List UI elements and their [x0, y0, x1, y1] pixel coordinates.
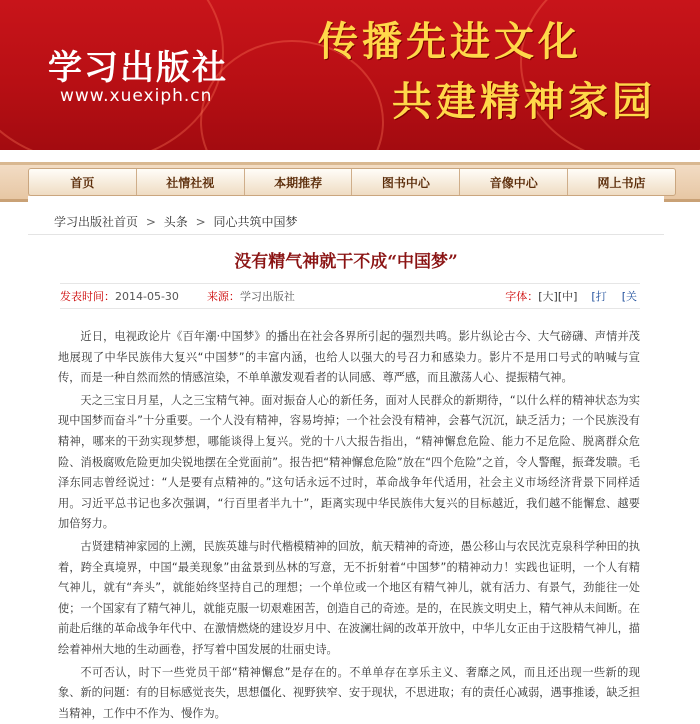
- breadcrumb-separator: >: [196, 215, 206, 229]
- article-container: [28, 196, 664, 654]
- publisher-logo[interactable]: 学习出版社: [48, 40, 228, 89]
- nav-item-home[interactable]: 首页: [29, 169, 137, 195]
- article-source: 学习出版社: [240, 288, 295, 304]
- font-medium-button[interactable]: [中]: [558, 288, 578, 304]
- nav-item-audio-video[interactable]: 音像中心: [460, 169, 568, 195]
- article-tools: [505, 288, 640, 304]
- article-body: [28, 327, 664, 724]
- source-label: 来源：: [207, 288, 240, 304]
- article-paragraph: 天之三宝日月星，人之三宝精气神。面对振奋人心的新任务，面对人民群众的新期待，“以什么样的精神状态为实现中国梦而奋斗”十分重要。一个人没有精神，容易垮掉；一个社会没有精神，会暮气沉沉，缺乏活力；一个民族没有精神，哪来的干劲实现梦想，哪能谈得上复兴。党的十八大报告指出，“精神懈怠危险、能力不足危险、脱离群众危险、消极腐败危险更加尖锐地摆在全党面前”。报告把“精神懈怠危险”放在“四个危险”之首，令人警醒，振聋发聩。毛泽东同志曾经说过：“人是要有点精神的。”这句话永远不过时，革命战争年代适用，社会主义市场经济背景下同样适用。习近平总书记也多次强调，“行百里者半九十”，距离实现中华民族伟大复兴的目标越近，我们越不能懈怠、越要加倍努力。: [58, 391, 640, 535]
- close-label: 关: [626, 290, 637, 303]
- slogan-line-2: 共建精神家园: [392, 70, 656, 127]
- article-paragraph: 不可否认，时下一些党员干部“精神懈怠”是存在的。不单单存在享乐主义、奢靡之风，而且还出现一些新的现象、新的问题：有的目标感觉丧失，思想僵化、视野狭窄、安于现状，不思进取；有的责任心减弱，遇事推诿，缺乏担当精神，工作中不作为、慢作为。: [58, 663, 640, 724]
- article-title: 没有精气神就干不成“中国梦”: [28, 247, 664, 273]
- breadcrumb-level2-link[interactable]: 同心共筑中国梦: [213, 215, 297, 229]
- main-nav: [28, 168, 676, 196]
- article-paragraph: 古贤建精神家园的上溯，民族英雄与时代楷模精神的回放，航天精神的奇迹，愚公移山与农民沈克泉科学种田的执着，跨全真境界，中国“最美现象”由盆景到丛林的写意，无不折射着“中国梦”的精神动力！实践也证明，一个人有精气神儿，就有“奔头”，就能始终坚持自己的理想；一个单位或一个地区有精气神儿，就有活力、有景气，劲能往一处使；一个国家有了精气神儿，就能克服一切艰难困苦，创造自己的奇迹。是的，在民族文明史上，精气神从未间断。在前赴后继的革命战争年代中、在激情燃烧的建设岁月中、在波澜壮阔的改革开放中，中华儿女正由于这股精气神儿，描绘着神州大地的生动画卷，抒写着中国发展的壮丽史诗。: [58, 537, 640, 661]
- print-link[interactable]: [打: [591, 288, 606, 304]
- print-label: 打: [596, 290, 607, 303]
- font-size-label: 字体：: [505, 288, 538, 304]
- slogan-line-1: 传播先进文化: [318, 10, 582, 67]
- article-meta: [60, 283, 640, 309]
- close-link[interactable]: [关: [622, 288, 637, 304]
- breadcrumb-separator: >: [146, 215, 156, 229]
- nav-item-books[interactable]: 图书中心: [352, 169, 460, 195]
- date-label: 发表时间：: [60, 288, 115, 304]
- nav-item-news[interactable]: 社情社视: [137, 169, 245, 195]
- site-url: www.xuexiph.cn: [60, 86, 212, 106]
- breadcrumb-home-link[interactable]: 学习出版社首页: [54, 215, 138, 229]
- banner-spacer: [0, 150, 700, 162]
- breadcrumb: [28, 210, 664, 235]
- breadcrumb-level1-link[interactable]: 头条: [164, 215, 188, 229]
- nav-item-featured[interactable]: 本期推荐: [245, 169, 353, 195]
- publish-date: 2014-05-30: [115, 290, 179, 303]
- site-banner: [0, 0, 700, 150]
- article-paragraph: 近日，电视政论片《百年潮·中国梦》的播出在社会各界所引起的强烈共鸣。影片纵论古今、大气磅礴、声情并茂地展现了中华民族伟大复兴“中国梦”的丰富内涵，也给人以强大的号召力和感染力。影片不是用口号式的呐喊与宣传，而是一种自然而然的情感渲染，不单单激发观看者的认同感、尊严感，而且激荡人心、提振精气神。: [58, 327, 640, 389]
- font-large-button[interactable]: [大]: [538, 288, 558, 304]
- nav-item-online-store[interactable]: 网上书店: [568, 169, 675, 195]
